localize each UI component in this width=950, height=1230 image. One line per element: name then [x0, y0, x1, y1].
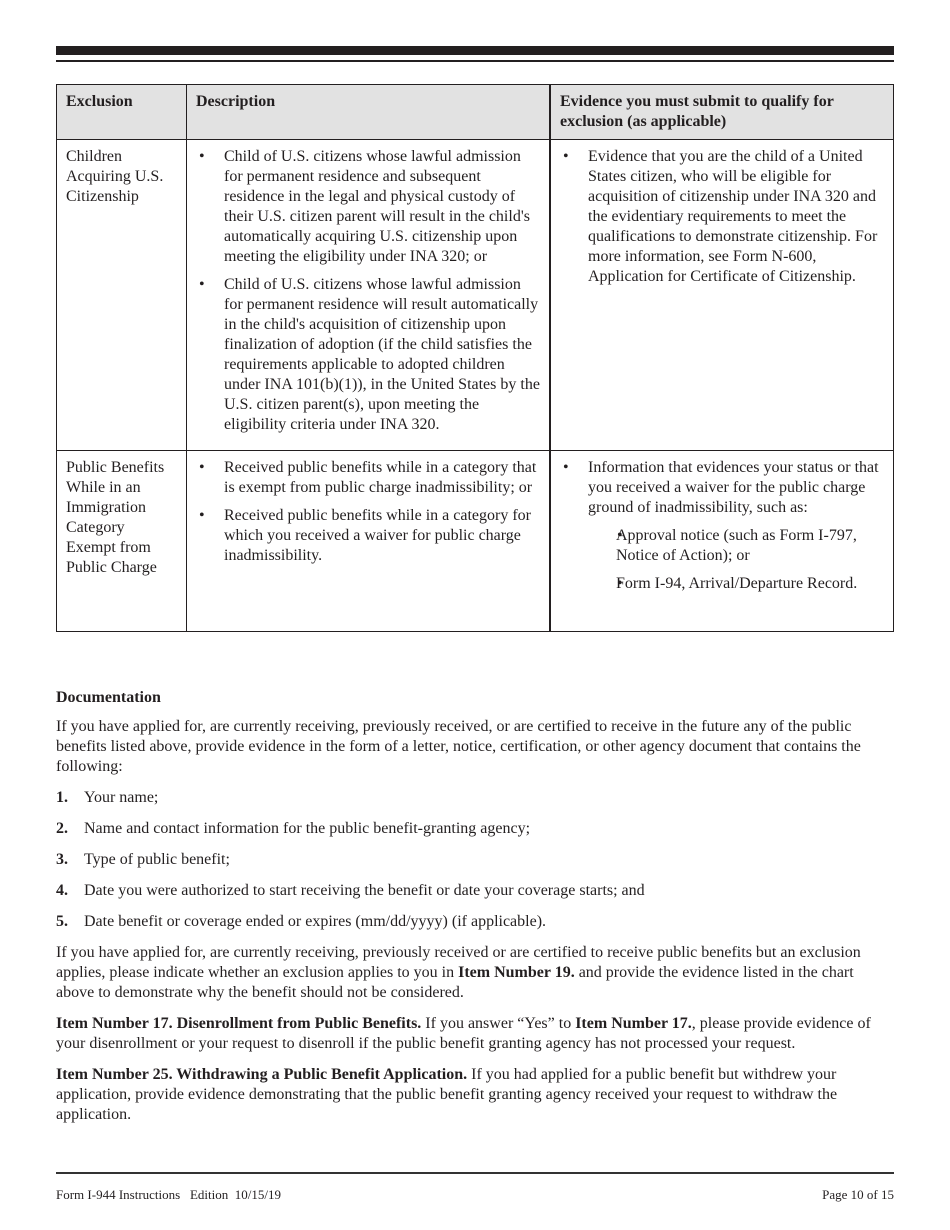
documentation-intro: If you have applied for, are currently receiving, previously received, or are certified to receive in the future any of the public benefits listed above, provide evidence in the form of a letter, notice, certification, or other agency document that contains the following: [56, 718, 861, 775]
evidence-bullet: • Evidence that you are the child of a United States citizen, who will be eligible for acquisition of citizenship under INA 320 and the evidentiary requirements to meet the qualifications to demonstrate citizenship. For more information, see Form N-600, Application for Certificate of Citizenship. [560, 147, 884, 287]
item-ref: Item Number 17. [575, 1015, 692, 1032]
item-text: Your name; [84, 789, 159, 806]
item-number: 5. [56, 913, 68, 930]
list-item [56, 881, 894, 901]
header-description: Description [187, 85, 551, 140]
disenrollment-paragraph [56, 1014, 894, 1054]
paragraph-title: Item Number 25. Withdrawing a Public Benefit Application. [56, 1066, 468, 1083]
description-cell [187, 451, 551, 632]
item-text: Type of public benefit; [84, 851, 230, 868]
footer-form-edition: Form I-944 Instructions Edition 10/15/19 [56, 1187, 281, 1202]
list-item [56, 788, 894, 808]
description-bullet: • Child of U.S. citizens whose lawful admission for permanent residence will result automatically in the child's acquisition of citizenship upon finalization of adoption (if the child satisfies the requirements applicable to adopted children under INA 101(b)(1)), in the United States by the U.S. citizen parent(s), upon meeting the eligibility criteria under INA 320. [196, 275, 540, 435]
description-bullet: • Received public benefits while in a category for which you received a waiver for public charge inadmissibility. [196, 506, 540, 566]
evidence-cell [550, 140, 894, 451]
documentation-heading: Documentation [56, 689, 161, 706]
evidence-cell [550, 451, 894, 632]
exclusion-paragraph [56, 943, 894, 1003]
footer-page-number: Page 10 of 15 [822, 1187, 894, 1202]
text: , please provide evidence of your disenrollment or your request to disenroll if the public benefit granting agency has not processed your request. [56, 1015, 871, 1052]
description-bullet: • Received public benefits while in a category that is exempt from public charge inadmissibility; or [196, 458, 540, 498]
header-rule-thin [56, 60, 894, 62]
text: If you have applied for, are currently receiving, previously received or are certified to receive public benefits but an exclusion applies, please indicate whether an exclusion applies to you in [56, 944, 861, 981]
item-ref: Item Number 19. [458, 964, 575, 981]
item-text: Date you were authorized to start receiving the benefit or date your coverage starts; and [84, 882, 645, 899]
item-text: Name and contact information for the public benefit-granting agency; [84, 820, 531, 837]
footer [56, 1185, 894, 1205]
text: and provide the evidence listed in the chart above to demonstrate why the benefit should not be considered. [56, 964, 854, 1001]
item-number: 3. [56, 851, 68, 868]
list-item [56, 819, 894, 839]
requirements-list [56, 788, 894, 932]
evidence-bullet [560, 458, 884, 594]
table-row [57, 140, 894, 451]
evidence-sub-bullet: • Approval notice (such as Form I-797, Notice of Action); or [588, 526, 884, 566]
paragraph-title: Item Number 17. Disenrollment from Public Benefits. [56, 1015, 422, 1032]
exclusion-cell: Children Acquiring U.S. Citizenship [57, 140, 187, 451]
evidence-text: Information that evidences your status or that you received a waiver for the public charge ground of inadmissibility, such as: [588, 459, 879, 516]
exclusion-cell: Public Benefits While in an Immigration Category Exempt from Public Charge [57, 451, 187, 632]
description-cell [187, 140, 551, 451]
item-number: 2. [56, 820, 68, 837]
item-number: 1. [56, 789, 68, 806]
header-evidence: Evidence you must submit to qualify for exclusion (as applicable) [550, 85, 894, 140]
item-number: 4. [56, 882, 68, 899]
description-bullet: • Child of U.S. citizens whose lawful admission for permanent residence and subsequent residence in the legal and physical custody of their U.S. citizen parent will result in the child's automatically acquiring U.S. citizenship upon meeting the eligibility under INA 320; or [196, 147, 540, 267]
list-item [56, 912, 894, 932]
table-row [57, 451, 894, 632]
list-item [56, 850, 894, 870]
header-rule-thick [56, 46, 894, 55]
documentation-section [56, 688, 894, 1136]
withdrawing-paragraph [56, 1065, 894, 1125]
header-exclusion: Exclusion [57, 85, 187, 140]
table-header-row [57, 85, 894, 140]
evidence-sub-bullet: • Form I-94, Arrival/Departure Record. [588, 574, 884, 594]
text: If you answer “Yes” to [421, 1015, 576, 1032]
text: If you had applied for a public benefit but withdrew your application, provide evidence demonstrating that the public benefit granting agency received your request to withdraw the application. [56, 1066, 838, 1123]
footer-rule [56, 1172, 894, 1174]
exclusions-table [56, 84, 894, 632]
item-text: Date benefit or coverage ended or expires (mm/dd/yyyy) (if applicable). [84, 913, 547, 930]
